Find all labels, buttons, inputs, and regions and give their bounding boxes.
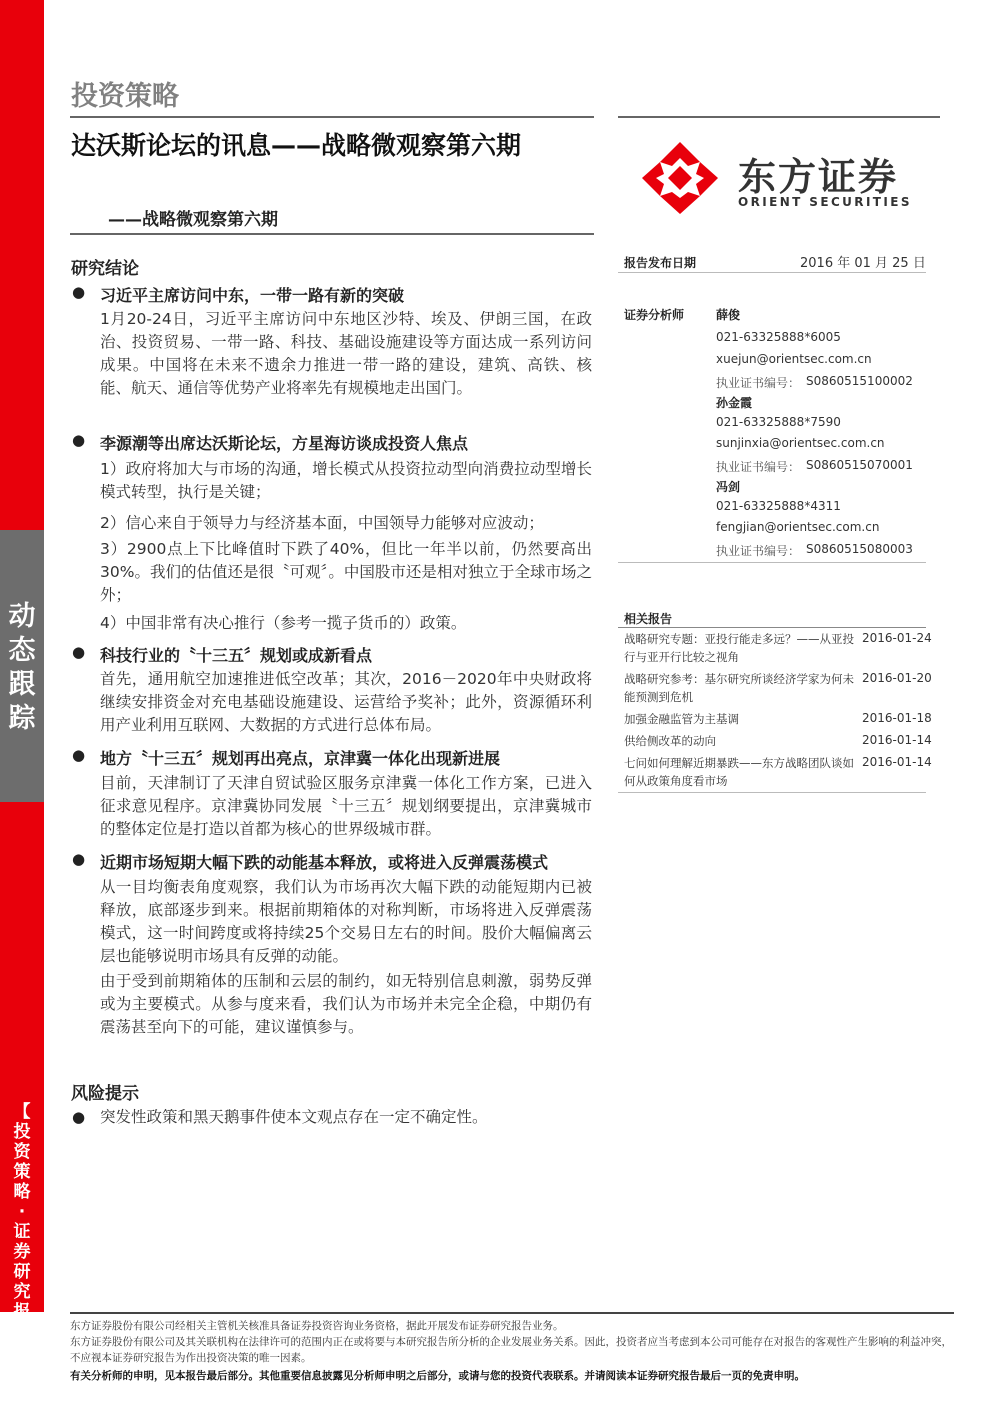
- point-paragraph: 4）中国非常有决心推行（参考一揽子货币的）政策。: [100, 614, 467, 632]
- bullet-icon: ●: [72, 1108, 86, 1126]
- footer-line: 东方证券股份有限公司经相关主管机关核准具备证券投资咨询业务资格，据此开展发布证券研究报告业务。: [70, 1320, 564, 1332]
- analyst-phone: 021-63325888*6005: [716, 330, 841, 344]
- cert-label: 执业证书编号：: [716, 544, 801, 558]
- related-report-title[interactable]: 七问如何理解近期暴跌——东方战略团队谈如何从政策角度看市场: [624, 756, 854, 788]
- cert-label: 执业证书编号：: [716, 460, 801, 474]
- related-report-date: 2016-01-14: [862, 755, 932, 769]
- analyst-name: 薛俊: [716, 308, 741, 322]
- risk-text: 突发性政策和黑天鹅事件使本文观点存在一定不确定性。: [100, 1108, 488, 1126]
- report-subtitle: ——战略微观察第六期: [108, 210, 278, 230]
- report-category: 投资策略: [71, 81, 179, 112]
- point-paragraph: 目前，天津制订了天津自贸试验区服务京津冀一体化工作方案，已进入征求意见程序。京津冀协同发展〝十三五〞规划纲要提出，京津冀城市的整体定位是打造以首都为核心的世界级城市群。: [100, 774, 592, 838]
- point-paragraph: 1）政府将加大与市场的沟通，增长模式从投资拉动型向消费拉动型增长模式转型，执行是关键；: [100, 460, 592, 501]
- analyst-cert: S0860515100002: [806, 374, 913, 388]
- analyst-email[interactable]: xuejun@orientsec.com.cn: [716, 352, 872, 366]
- section-heading-risk: 风险提示: [71, 1084, 139, 1104]
- analyst-label: 证券分析师: [624, 308, 685, 322]
- point-paragraph: 2）信心来自于领导力与经济基本面，中国领导力能够对应波动；: [100, 514, 544, 532]
- related-report-date: 2016-01-14: [862, 733, 932, 747]
- analyst-email[interactable]: fengjian@orientsec.com.cn: [716, 520, 880, 534]
- divider: [618, 272, 926, 273]
- analyst-phone: 021-63325888*4311: [716, 499, 841, 513]
- point-heading: 地方〝十三五〞规划再出亮点，京津冀一体化出现新进展: [100, 749, 501, 768]
- footer-disclaimer: 有关分析师的申明，见本报告最后部分。其他重要信息披露见分析师申明之后部分，或请与您的投资代表联系。并请阅读本证券研究报告最后一页的免责申明。: [70, 1370, 805, 1382]
- analyst-phone: 021-63325888*7590: [716, 415, 841, 429]
- point-heading: 李源潮等出席达沃斯论坛，方星海访谈成投资人焦点: [100, 434, 469, 453]
- point-paragraph: 1月20-24日，习近平主席访问中东地区沙特、埃及、伊朗三国，在政治、投资贸易、一带一路、科技、基础设施建设等方面达成一系列访问成果。中国将在未来不遗余力推进一带一路的建设，建筑、高铁、核能、航天、通信等优势产业将率先有规模地走出国门。: [100, 310, 592, 397]
- analyst-cert: S0860515070001: [806, 458, 913, 472]
- bullet-icon: ●: [72, 643, 86, 661]
- related-report-date: 2016-01-18: [862, 711, 932, 725]
- related-report-title[interactable]: 战略研究参考：基尔研究所谈经济学家为何未能预测到危机: [624, 672, 854, 704]
- divider: [70, 233, 594, 235]
- related-report-date: 2016-01-20: [862, 671, 932, 685]
- point-heading: 科技行业的〝十三五〞规划或成新看点: [100, 646, 373, 665]
- cert-label: 执业证书编号：: [716, 376, 801, 390]
- point-heading: 习近平主席访问中东，一带一路有新的突破: [100, 286, 405, 305]
- analyst-email[interactable]: sunjinxia@orientsec.com.cn: [716, 436, 885, 450]
- divider: [618, 116, 940, 118]
- related-report-title[interactable]: 供给侧改革的动向: [624, 734, 716, 748]
- logo-text-en: ORIENT SECURITIES: [738, 195, 912, 209]
- footer-divider: [70, 1312, 954, 1314]
- footer-line: 东方证券股份有限公司及其关联机构在法律许可的范围内正在或将要与本研究报告所分析的企业发展业务关系。因此，投资者应当考虑到本公司可能存在对报告的客观性产生影响的利益冲突，不应视本证券研究报告为作出投资决策的唯一因素。: [70, 1336, 952, 1364]
- bullet-icon: ●: [72, 431, 86, 449]
- point-paragraph: 3）2900点上下比峰值时下跌了40%，但比一年半以前，仍然要高出30%。我们的估值还是很〝可观〞。中国股市还是相对独立于全球市场之外；: [100, 540, 592, 604]
- related-report-title[interactable]: 战略研究专题：亚投行能走多远？——从亚投行与亚开行比较之视角: [624, 632, 854, 664]
- bullet-icon: ●: [72, 283, 86, 301]
- related-report-date: 2016-01-24: [862, 631, 932, 645]
- related-report-title[interactable]: 加强金融监管为主基调: [624, 712, 739, 726]
- analyst-cert: S0860515080003: [806, 542, 913, 556]
- bullet-icon: ●: [72, 746, 86, 764]
- side-label-report-type: 【 投 资 策 略 · 证 券 研 究 报 告 】: [13, 1102, 31, 1362]
- point-paragraph: 首先，通用航空加速推进低空改革；其次，2016－2020年中央财政将继续安排资金对充电基础设施建设、运营给予奖补；此外，资源循环利用产业利用互联网、大数据的方式进行总体布局。: [100, 670, 592, 734]
- report-title: 达沃斯论坛的讯息——战略微观察第六期: [71, 131, 522, 160]
- bullet-icon: ●: [72, 850, 86, 868]
- point-paragraph: 由于受到前期箱体的压制和云层的制约，如无特别信息刺激，弱势反弹或为主要模式。从参与度来看，我们认为市场并未完全企稳，中期仍有震荡甚至向下的可能，建议谨慎参与。: [100, 972, 592, 1036]
- side-band-red: [0, 0, 44, 530]
- side-label-dynamic: 动 态 跟 踪: [8, 601, 36, 734]
- orient-logo-icon: [638, 140, 722, 216]
- report-date-label: 报告发布日期: [624, 256, 697, 270]
- logo-text-cn: 东方证券: [738, 155, 899, 199]
- related-heading: 相关报告: [624, 612, 673, 626]
- point-paragraph: 从一目均衡表角度观察，我们认为市场再次大幅下跌的动能短期内已被释放，底部逐步到来。根据前期箱体的对称判断，市场将进入反弹震荡模式，这一时间跨度或将持续25个交易日左右的时间。股价大幅偏离云层也能够说明市场具有反弹的动能。: [100, 878, 592, 965]
- analyst-name: 孙金霞: [716, 396, 753, 410]
- analyst-name: 冯剑: [716, 480, 741, 494]
- section-heading-research: 研究结论: [71, 259, 139, 279]
- point-heading: 近期市场短期大幅下跌的动能基本释放，或将进入反弹震荡模式: [100, 853, 549, 872]
- divider: [618, 562, 926, 563]
- divider: [70, 116, 594, 118]
- report-date: 2016 年 01 月 25 日: [800, 256, 926, 271]
- divider: [618, 627, 926, 628]
- divider: [618, 792, 926, 793]
